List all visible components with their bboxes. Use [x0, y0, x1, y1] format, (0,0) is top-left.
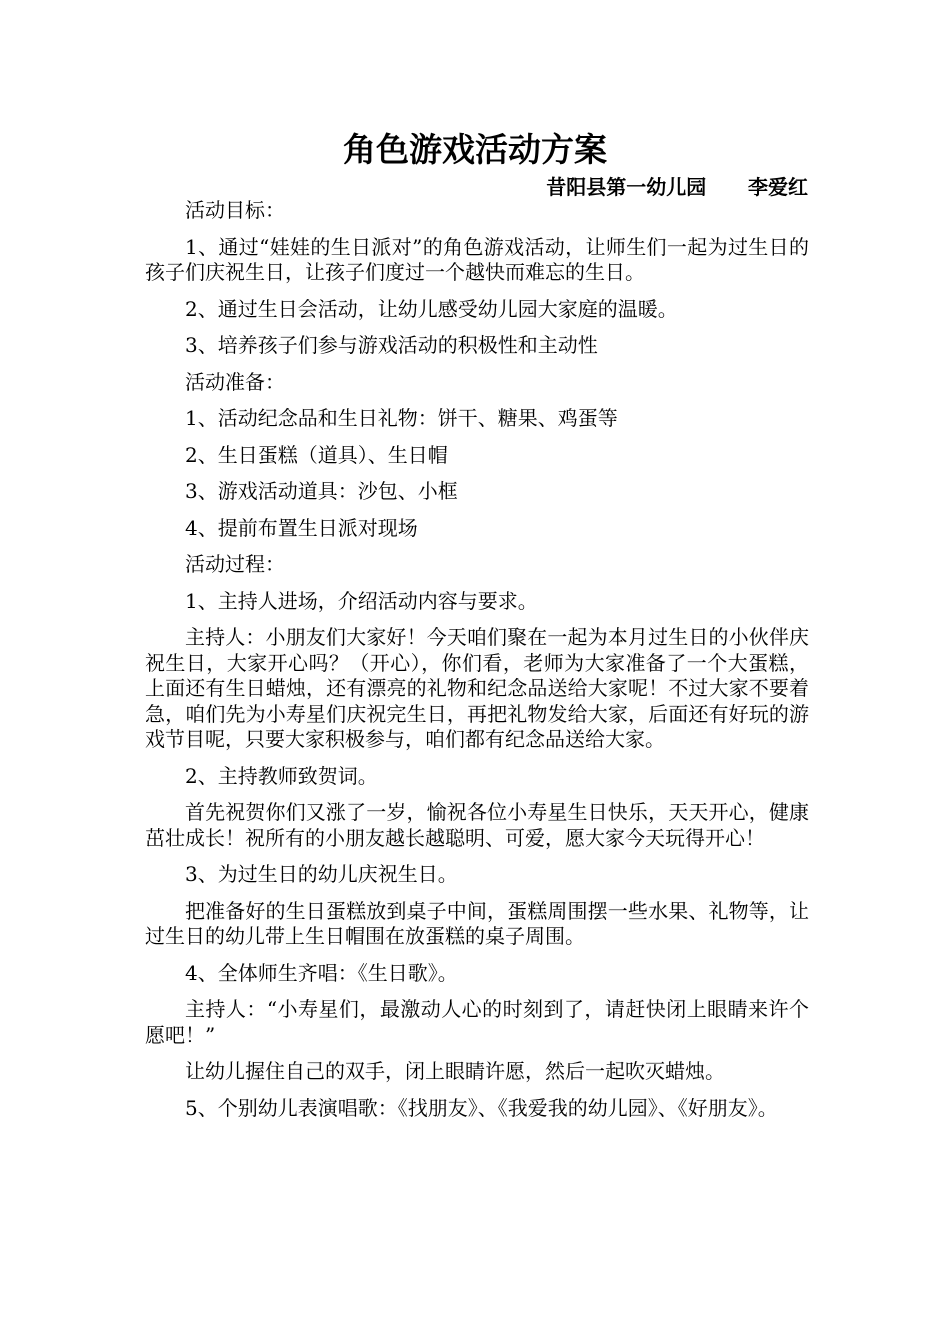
paragraph: 4、全体师生齐唱：《生日歌》。 [185, 960, 458, 985]
document-title: 角色游戏活动方案 [343, 130, 607, 169]
paragraph: 首先祝贺你们又涨了一岁，愉祝各位小寿星生日快乐，天天开心，健康茁壮成长！祝所有的小朋友越长越聪明、可爱，愿大家今天玩得开心！ [145, 800, 809, 850]
paragraph: 让幼儿握住自己的双手，闭上眼睛许愿，然后一起吹灭蜡烛。 [185, 1059, 725, 1083]
paragraph: 4、提前布置生日派对现场 [185, 515, 418, 540]
paragraph: 3、为过生日的幼儿庆祝生日。 [185, 862, 458, 886]
paragraph: 3、培养孩子们参与游戏活动的积极性和主动性 [185, 333, 598, 357]
paragraph: 1、通过“娃娃的生日派对”的角色游戏活动，让师生们一起为过生日的孩子们庆祝生日，让孩子们度过一个越快而难忘的生日。 [145, 234, 809, 284]
paragraph: 主持人：小朋友们大家好！今天咱们聚在一起为本月过生日的小伙伴庆祝生日，大家开心吗？（开心），你们看，老师为大家准备了一个大蛋糕，上面还有生日蜡烛，还有漂亮的礼物和纪念品送给大家呢！不过大家不要着急，咱们先为小寿星们庆祝完生日，再把礼物发给大家，后面还有好玩的游戏节目呢，只要大家积极参与，咱们都有纪念品送给大家。 [145, 625, 809, 751]
paragraph: 3、游戏活动道具：沙包、小框 [185, 479, 458, 503]
section-heading-process: 活动过程： [185, 552, 285, 576]
section-heading-goals: 活动目标： [185, 198, 285, 222]
section-heading-preparation: 活动准备： [185, 369, 285, 394]
paragraph: 2、通过生日会活动，让幼儿感受幼儿园大家庭的温暖。 [185, 296, 678, 321]
paragraph: 主持人：“小寿星们，最激动人心的时刻到了，请赶快闭上眼睛来许个愿吧！” [145, 997, 809, 1047]
paragraph: 2、主持教师致贺词。 [185, 763, 378, 788]
paragraph: 1、活动纪念品和生日礼物：饼干、糖果、鸡蛋等 [185, 406, 618, 430]
paragraph: 把准备好的生日蛋糕放到桌子中间，蛋糕周围摆一些水果、礼物等，让过生日的幼儿带上生日帽围在放蛋糕的桌子周围。 [145, 898, 809, 948]
paragraph: 5、个别幼儿表演唱歌：《找朋友》、《我爱我的幼儿园》、《好朋友》。 [185, 1095, 778, 1120]
author-byline: 昔阳县第一幼儿园 李爱红 [546, 175, 808, 199]
paragraph: 1、主持人进场，介绍活动内容与要求。 [185, 588, 538, 613]
document-body [145, 198, 809, 1132]
paragraph: 2、生日蛋糕（道具）、生日帽 [185, 442, 448, 467]
